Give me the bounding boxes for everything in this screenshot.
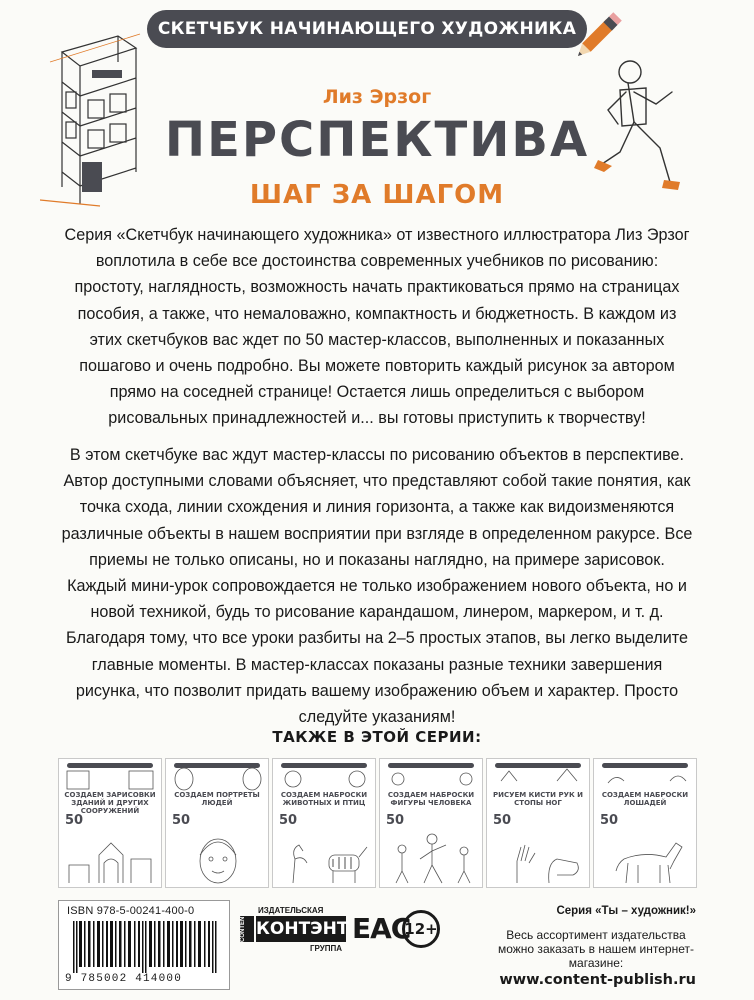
animals-illustration [273, 759, 376, 888]
series-banner [147, 10, 587, 48]
book-cover-horses [593, 758, 697, 888]
book-cover-buildings [58, 758, 162, 888]
book-cover-title: СОЗДАЕМ НАБРОСКИ ЛОШАДЕЙ [601, 791, 689, 807]
website-link[interactable]: www.content-publish.ru [499, 972, 696, 988]
age-rating-badge [402, 910, 440, 948]
publisher-logo [236, 906, 348, 962]
book-cover-human-figure [379, 758, 483, 888]
publisher-top-text: ИЗДАТЕЛЬСКАЯ [258, 906, 324, 915]
book-cover-count: 50 [279, 813, 298, 828]
publisher-name: КОНТЭНТ [256, 916, 346, 942]
publisher-side-text: CONTENT [240, 916, 254, 942]
barcode-box [58, 900, 230, 990]
book-cover-count: 50 [386, 813, 405, 828]
figures-illustration [380, 759, 483, 888]
horse-illustration [594, 759, 697, 888]
book-title: ПЕРСПЕКТИВА [164, 112, 590, 168]
also-in-series-heading: ТАКЖЕ В ЭТОЙ СЕРИИ: [272, 728, 482, 746]
age-rating-text: 12+ [404, 920, 438, 938]
eac-mark: ЕАС [352, 912, 411, 945]
order-info: Весь ассортимент издательства можно заказать в нашем интернет-магазине: [497, 928, 694, 970]
book-cover-count: 50 [65, 813, 84, 828]
book-cover-count: 50 [600, 813, 619, 828]
book-cover-title: СОЗДАЕМ ПОРТРЕТЫ ЛЮДЕЙ [174, 791, 260, 807]
description-paragraph-2: В этом скетчбуке вас ждут мастер-классы по рисованию объектов в перспективе. Автор доступными словами объясняет, что представляют собой такие понятия, как точка схода, линии схождения и линия горизонта, а также как видоизменяются различные объекты в нашем восприятии при взгляде в определенном ракурсе. Все приемы не только описаны, но и показаны наглядно, на примере зарисовок. Каждый мини-урок сопровождается не только изображением нового объекта, но и новой техникой, будь то рисование карандашом, линером, маркером, и т. д. Благодаря тому, что все уроки разбиты на 2–5 простых этапов, вы легко выделите главные моменты. В мастер-классах показаны разные техники завершения рисунка, что позволит придать вашему изображению объем и характер. Просто следуйте указаниям! [61, 446, 693, 727]
book-cover-count: 50 [172, 813, 191, 828]
barcode-number: 9 785002 414000 [65, 973, 183, 985]
hands-illustration [487, 759, 590, 888]
book-cover-title: СОЗДАЕМ НАБРОСКИ ФИГУРЫ ЧЕЛОВЕКА [387, 791, 475, 807]
portrait-illustration [166, 759, 269, 888]
series-banner-text: СКЕТЧБУК НАЧИНАЮЩЕГО ХУДОЖНИКА [157, 19, 577, 39]
series-name: Серия «Ты – художник!» [556, 905, 696, 917]
publisher-bottom-text: ГРУППА [310, 944, 343, 953]
author-name: Лиз Эрзог [322, 86, 432, 108]
isbn-text: ISBN 978-5-00241-400-0 [67, 905, 195, 917]
book-cover-animals [272, 758, 376, 888]
book-cover-portraits [165, 758, 269, 888]
book-subtitle: ШАГ ЗА ШАГОМ [249, 180, 505, 210]
barcode [67, 921, 223, 973]
book-cover-title: СОЗДАЕМ НАБРОСКИ ЖИВОТНЫХ И ПТИЦ [280, 791, 368, 807]
buildings-illustration [59, 759, 162, 888]
book-cover-count: 50 [493, 813, 512, 828]
book-cover-title: СОЗДАЕМ ЗАРИСОВКИ ЗДАНИЙ И ДРУГИХ СООРУЖЕНИЙ [64, 791, 156, 815]
description-paragraph-1: Серия «Скетчбук начинающего художника» от известного иллюстратора Лиз Эрзог воплотила в себе все достоинства современных учебников по рисованию: простоту, наглядность, возможность начать практиковаться прямо на страницах пособия, а также, что немаловажно, компактность и бюджетность. В каждом из этих скетчбуков вас ждет по 50 мастер-классов, выполненных и показанных пошагово и очень подробно. Вы можете повторить каждый рисунок за автором прямо на соседней странице! Остается лишь определиться с выбором рисовальных принадлежностей и... вы готовы приступить к творчеству! [64, 226, 690, 428]
book-cover-title: РИСУЕМ КИСТИ РУК И СТОПЫ НОГ [492, 791, 584, 807]
book-cover-hands-feet [486, 758, 590, 888]
series-books [58, 758, 698, 888]
